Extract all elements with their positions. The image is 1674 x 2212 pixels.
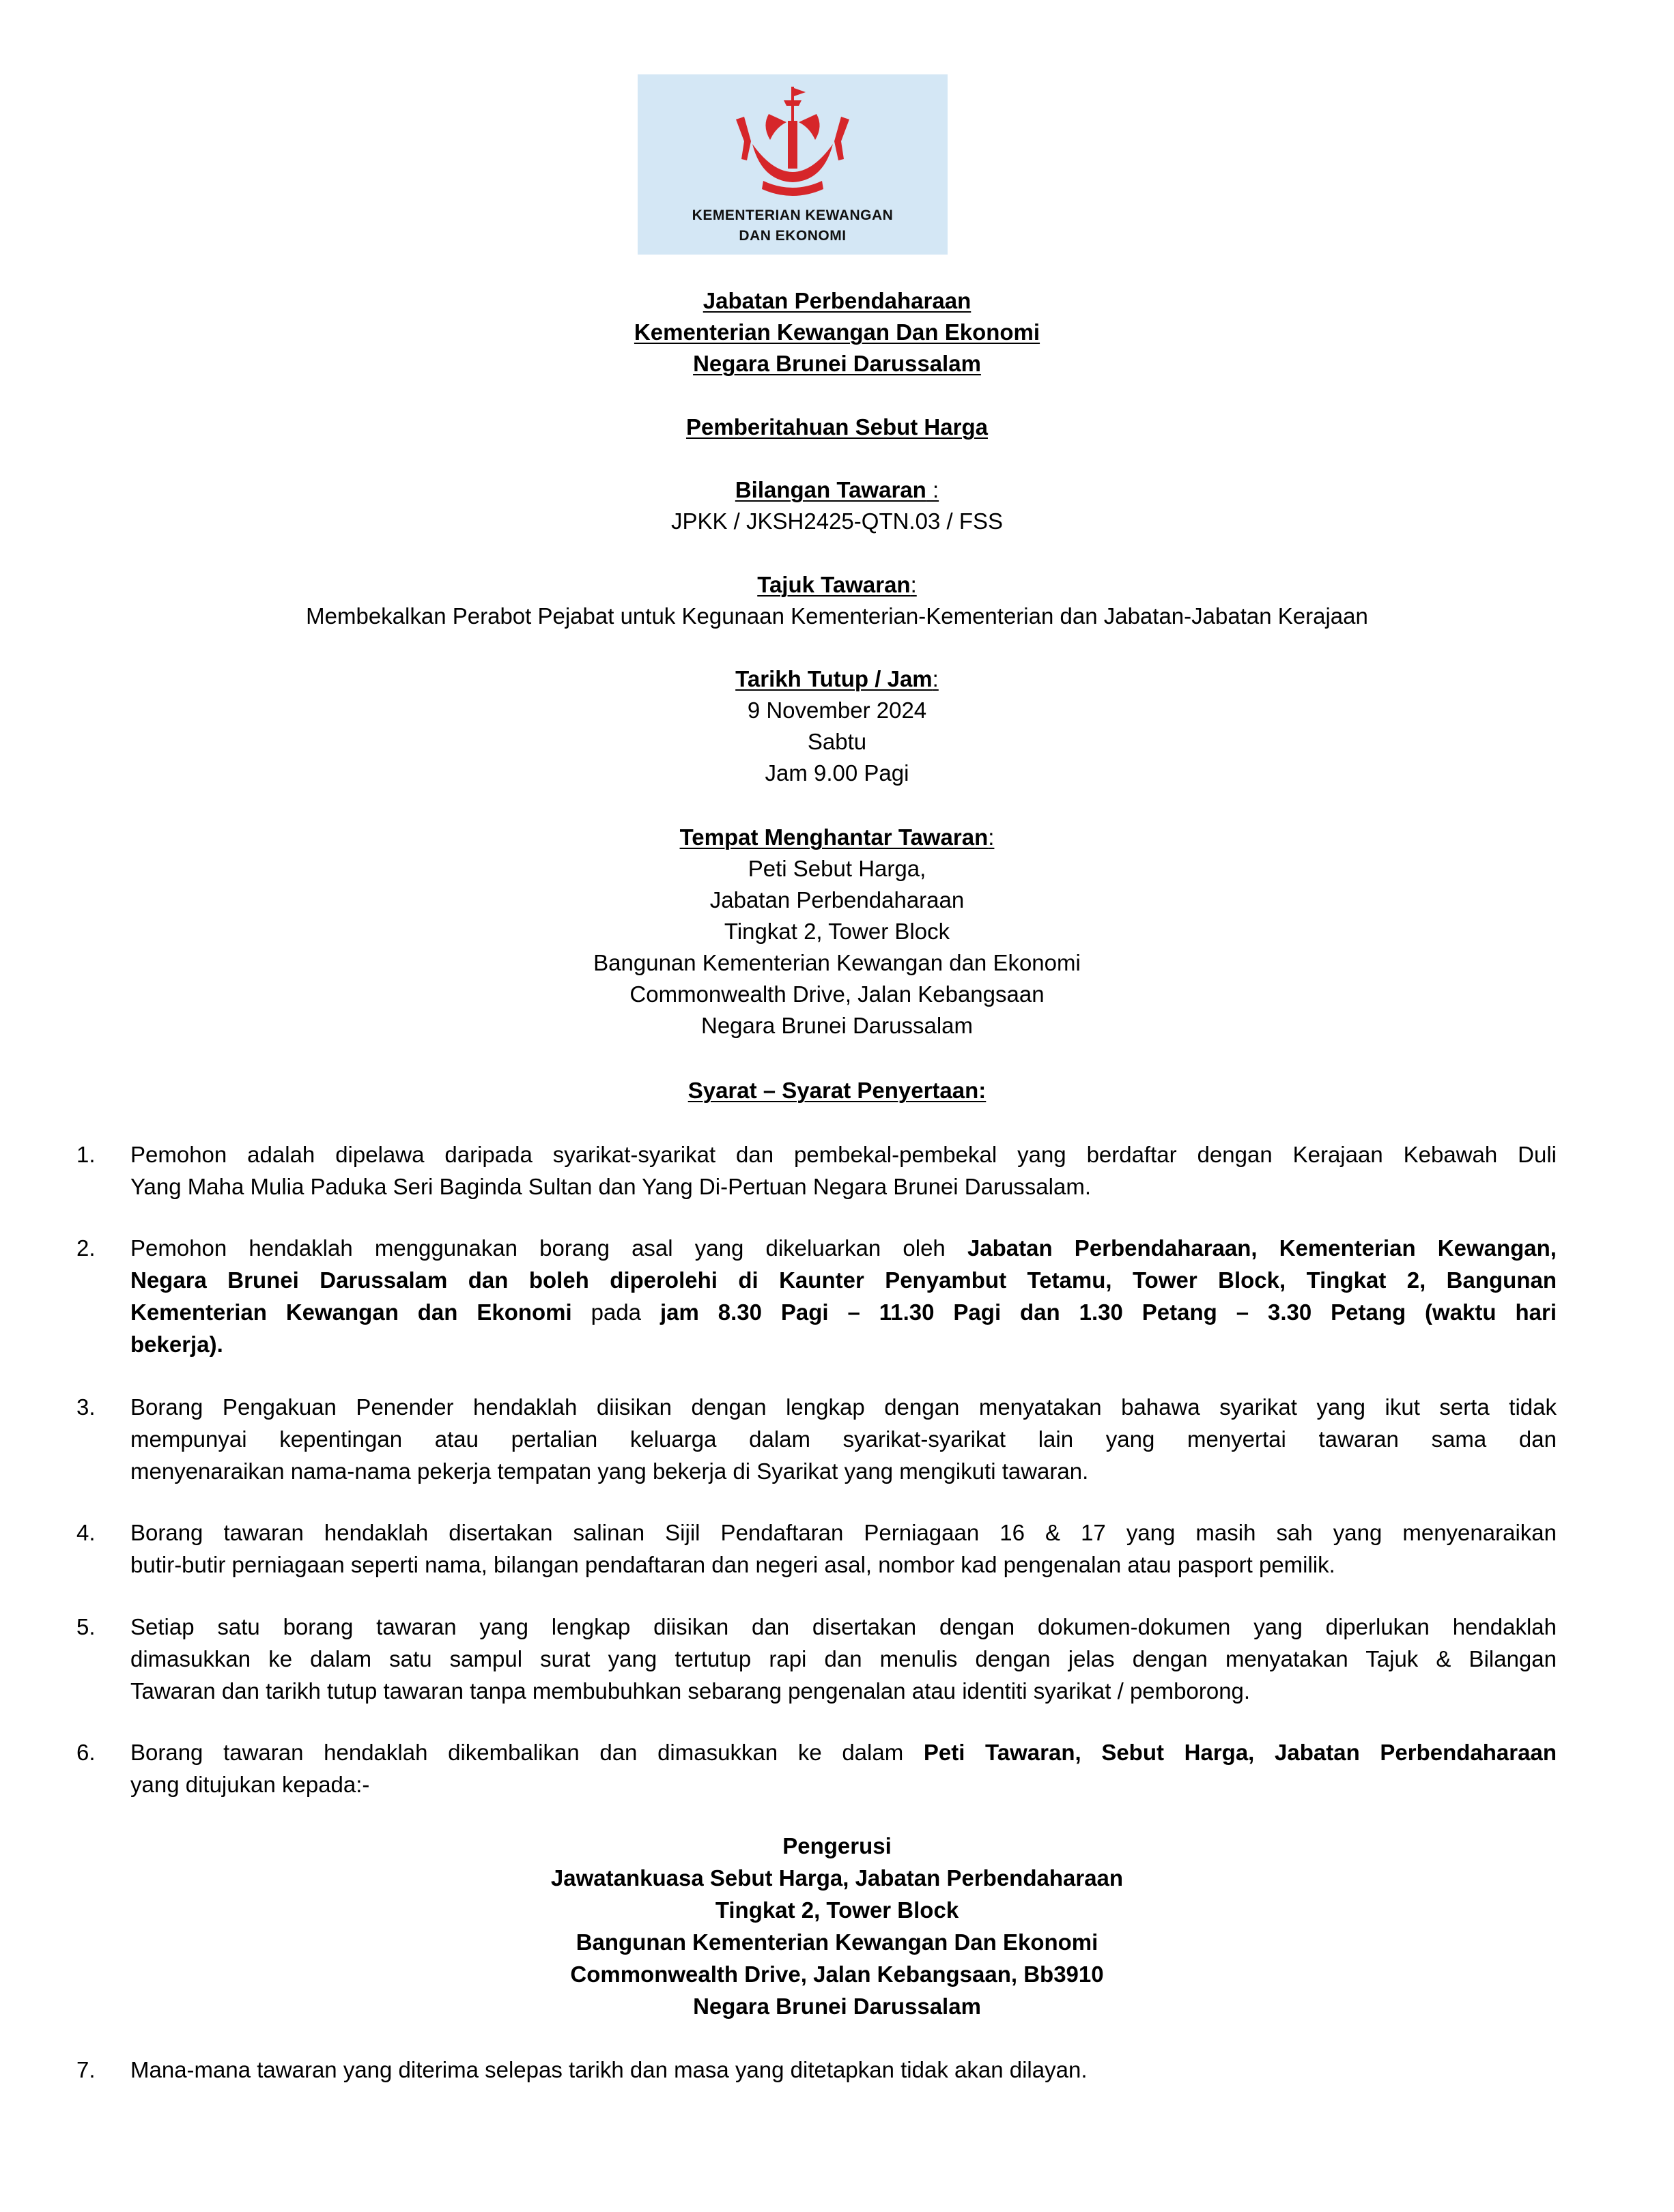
ministry-logo	[638, 74, 948, 255]
place-line: Bangunan Kementerian Kewangan dan Ekonomi	[593, 950, 1081, 975]
item-text-line: yang ditujukan kepada:-	[130, 1772, 370, 1797]
item-text-segment: Pemohon hendaklah menggunakan borang asal yang dikeluarkan oleh	[130, 1235, 967, 1261]
bid-number-block	[0, 474, 1674, 537]
item-number: 2.	[76, 1235, 96, 1261]
item-text-line	[130, 1232, 1557, 1264]
item-number: 4.	[76, 1520, 96, 1545]
bid-number-colon: :	[926, 477, 939, 502]
place-label: Tempat Menghantar Tawaran	[679, 824, 989, 850]
address-line: Tingkat 2, Tower Block	[715, 1897, 959, 1923]
org-header	[0, 285, 1674, 379]
title-block	[0, 569, 1674, 632]
conditions-title-block	[0, 1075, 1674, 1106]
item-text-line: menyenaraikan nama-nama pekerja tempatan yang bekerja di Syarikat yang mengikuti tawaran.	[130, 1459, 1089, 1484]
item-text-line	[130, 1736, 1557, 1768]
place-line: Tingkat 2, Tower Block	[724, 919, 950, 944]
bid-number-value: JPKK / JKSH2425-QTN.03 / FSS	[670, 508, 1003, 534]
delivery-place-block	[0, 822, 1674, 1042]
item-text-line: Setiap satu borang tawaran yang lengkap diisikan dan disertakan dengan dokumen-dokumen yang diperlukan hendaklah	[130, 1614, 1557, 1639]
item-text-line: mempunyai kepentingan atau pertalian keluarga dalam syarikat-syarikat lain yang menyertai tawaran sama dan	[130, 1426, 1557, 1452]
item-text-line: Yang Maha Mulia Paduka Seri Baginda Sultan dan Yang Di-Pertuan Negara Brunei Darussalam.	[130, 1174, 1091, 1199]
item-text-segment: pada	[571, 1299, 660, 1325]
closing-time: Jam 9.00 Pagi	[765, 760, 909, 786]
logo-line-2: DAN EKONOMI	[739, 228, 847, 244]
item-number: 6.	[76, 1740, 96, 1765]
bid-number-label: Bilangan Tawaran	[735, 477, 926, 502]
item-text-segment: Borang tawaran hendaklah dikembalikan dan dimasukkan ke dalam	[130, 1740, 924, 1765]
logo-line-1: KEMENTERIAN KEWANGAN	[692, 207, 894, 223]
title-value: Membekalkan Perabot Pejabat untuk Kegunaan Kementerian-Kementerian dan Jabatan-Jabatan Kerajaan	[306, 603, 1368, 629]
org-line-1: Jabatan Perbendaharaan	[703, 288, 971, 313]
place-line: Peti Sebut Harga,	[748, 856, 926, 881]
notice-title: Pemberitahuan Sebut Harga	[686, 414, 988, 440]
item-text-line: Borang tawaran hendaklah disertakan salinan Sijil Pendaftaran Perniagaan 16 & 17 yang masih sah yang menyenaraikan	[130, 1520, 1557, 1545]
item-number: 3.	[76, 1394, 96, 1420]
item-text-line: dimasukkan ke dalam satu sampul surat yang tertutup rapi dan menulis dengan jelas dengan menyatakan Tajuk & Bilangan	[130, 1646, 1557, 1671]
item-text-line: Pemohon adalah dipelawa daripada syarikat-syarikat dan pembekal-pembekal yang berdaftar dengan Kerajaan Kebawah Duli	[130, 1142, 1557, 1167]
item-number: 1.	[76, 1142, 96, 1167]
address-line: Commonwealth Drive, Jalan Kebangsaan, Bb3910	[570, 1962, 1104, 1987]
notice-title-block	[0, 412, 1674, 443]
conditions-title: Syarat – Syarat Penyertaan:	[687, 1078, 987, 1103]
closing-date: 9 November 2024	[747, 698, 927, 723]
closing-day: Sabtu	[807, 729, 867, 754]
closing-label: Tarikh Tutup / Jam	[735, 666, 933, 691]
org-line-3: Negara Brunei Darussalam	[693, 351, 981, 376]
org-line-2: Kementerian Kewangan Dan Ekonomi	[634, 319, 1040, 345]
address-line: Negara Brunei Darussalam	[693, 1994, 981, 2019]
item-text-line: bekerja).	[130, 1332, 223, 1357]
item-text-line: Borang Pengakuan Penender hendaklah diisikan dengan lengkap dengan menyatakan bahawa syarikat yang ikut serta tidak	[130, 1394, 1557, 1420]
title-label: Tajuk Tawaran	[757, 572, 911, 597]
item-number: 5.	[76, 1614, 96, 1639]
place-colon: :	[988, 824, 995, 850]
item-text-line: Tawaran dan tarikh tutup tawaran tanpa membubuhkan sebarang pengenalan atau identiti syarikat / pemborong.	[130, 1678, 1251, 1704]
place-line: Commonwealth Drive, Jalan Kebangsaan	[629, 981, 1045, 1007]
item-text-line	[130, 1296, 1557, 1328]
recipient-address	[0, 1830, 1674, 2022]
address-line: Pengerusi	[782, 1833, 892, 1858]
brunei-crest-icon	[721, 78, 864, 205]
item-text-bold: Peti Tawaran, Sebut Harga, Jabatan Perbendaharaan	[923, 1740, 1557, 1765]
item-text-line: butir-butir perniagaan seperti nama, bilangan pendaftaran dan negeri asal, nombor kad pengenalan atau pasport pemilik.	[130, 1552, 1335, 1577]
item-number: 7.	[76, 2057, 96, 2082]
title-colon: :	[910, 572, 917, 597]
item-text-line: Negara Brunei Darussalam dan boleh diperolehi di Kaunter Penyambut Tetamu, Tower Block, Tingkat 2, Bangunan	[130, 1267, 1557, 1293]
closing-colon: :	[932, 666, 939, 691]
item-text-bold: Kementerian Kewangan dan Ekonomi	[130, 1299, 572, 1325]
item-text-line: Mana-mana tawaran yang diterima selepas tarikh dan masa yang ditetapkan tidak akan dilayan.	[130, 2057, 1088, 2082]
item-text-bold: jam 8.30 Pagi – 11.30 Pagi dan 1.30 Petang – 3.30 Petang (waktu hari	[659, 1299, 1557, 1325]
place-line: Negara Brunei Darussalam	[700, 1013, 973, 1038]
item-text-bold: Jabatan Perbendaharaan, Kementerian Kewangan,	[967, 1235, 1557, 1261]
closing-block	[0, 663, 1674, 789]
address-line: Jawatankuasa Sebut Harga, Jabatan Perbendaharaan	[550, 1865, 1124, 1891]
address-line: Bangunan Kementerian Kewangan Dan Ekonomi	[576, 1929, 1098, 1955]
place-line: Jabatan Perbendaharaan	[709, 887, 965, 913]
